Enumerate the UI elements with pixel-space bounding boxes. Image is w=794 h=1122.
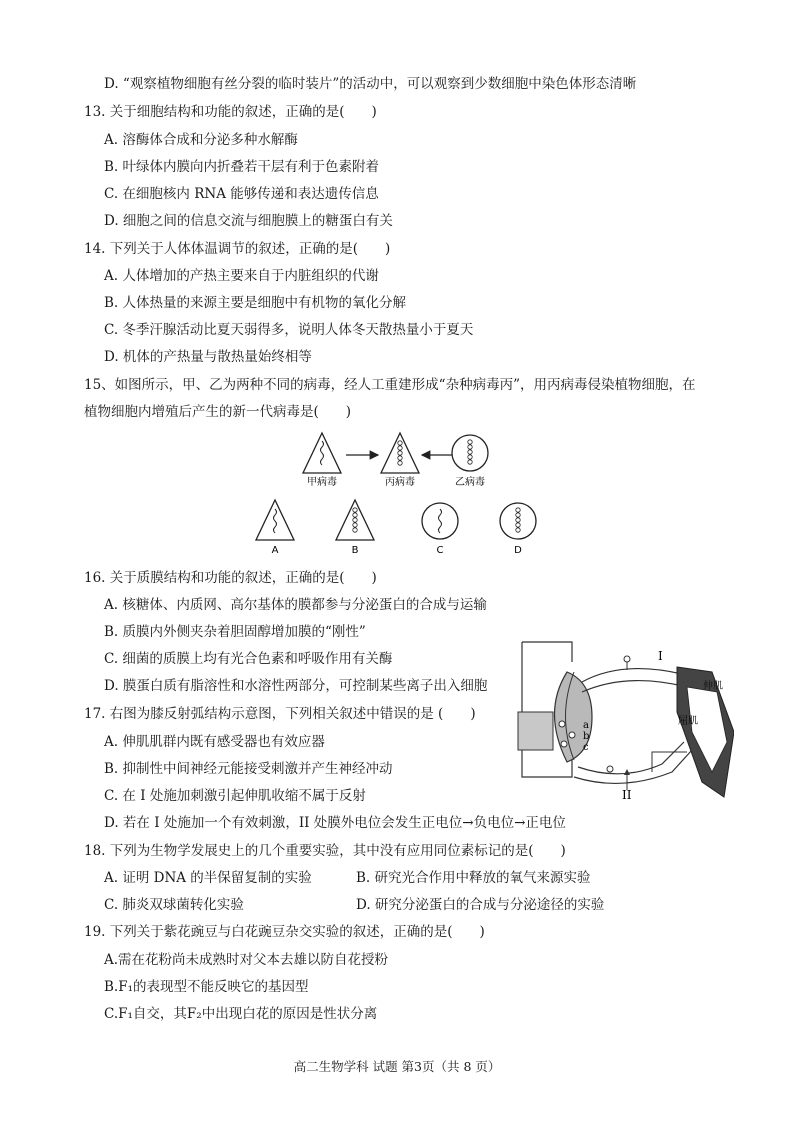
q15-stem-line1: 15、如图所示，甲、乙为两种不同的病毒，经人工重建形成“杂种病毒丙”，用丙病毒侵染植物细胞，在 xyxy=(84,377,696,393)
choice-d-label: D xyxy=(514,545,522,556)
choice-c-icon xyxy=(422,503,458,539)
q19-option-a: A.需在花粉尚未成熟时对父本去雄以防自花授粉 xyxy=(104,952,389,968)
q16-stem: 16. 关于质膜结构和功能的叙述，正确的是( ) xyxy=(84,570,377,586)
q17-option-a: A. 伸肌肌群内既有感受器也有效应器 xyxy=(104,734,325,750)
q17-option-c: C. 在 I 处施加刺激引起伸肌收缩不属于反射 xyxy=(104,788,366,804)
q18-option-c: C. 肺炎双球菌转化实验 xyxy=(104,897,244,913)
q13-option-b: B. 叶绿体内膜向内折叠若干层有利于色素附着 xyxy=(104,159,380,175)
label-I: I xyxy=(658,649,663,663)
q18-option-a: A. 证明 DNA 的半保留复制的实验 xyxy=(104,870,312,886)
label-II: II xyxy=(622,788,632,800)
choice-a-icon xyxy=(256,500,294,540)
choice-b-label: B xyxy=(351,545,359,556)
q17-option-d: D. 若在 I 处施加一个有效刺激，II 处膜外电位会发生正电位→负电位→正电位 xyxy=(104,815,566,831)
q14-option-d: D. 机体的产热量与散热量始终相等 xyxy=(104,349,312,365)
q18-stem: 18. 下列为生物学发展史上的几个重要实验，其中没有应用同位素标记的是( ) xyxy=(84,843,566,859)
q16-option-b: B. 质膜内外侧夹杂着胆固醇增加膜的“刚性” xyxy=(104,624,366,640)
reflex-arc-figure xyxy=(512,632,734,800)
q14-option-b: B. 人体热量的来源主要是细胞中有机物的氧化分解 xyxy=(104,295,407,311)
virus-bing-label: 丙病毒 xyxy=(385,477,415,488)
label-a: a xyxy=(583,720,589,731)
q18-option-b: B. 研究光合作用中释放的氧气来源实验 xyxy=(356,870,591,886)
q13-stem: 13. 关于细胞结构和功能的叙述，正确的是( ) xyxy=(84,104,377,120)
virus-figure xyxy=(250,425,550,560)
q17-option-b: B. 抑制性中间神经元能接受刺激并产生神经冲动 xyxy=(104,761,393,777)
q16-option-a: A. 核糖体、内质网、高尔基体的膜都参与分泌蛋白的合成与运输 xyxy=(104,597,487,613)
q14-stem: 14. 下列关于人体体温调节的叙述，正确的是( ) xyxy=(84,241,391,257)
q19-stem: 19. 下列关于紫花豌豆与白花豌豆杂交实验的叙述，正确的是( ) xyxy=(84,924,485,940)
q13-option-a: A. 溶酶体合成和分泌多种水解酶 xyxy=(104,132,298,148)
q13-option-c: C. 在细胞核内 RNA 能够传递和表达遗传信息 xyxy=(104,186,379,202)
q19-option-c: C.F₁自交，其F₂中出现白花的原因是性状分离 xyxy=(104,1006,378,1022)
q14-option-a: A. 人体增加的产热主要来自于内脏组织的代谢 xyxy=(104,268,379,284)
spinal-grey-matter xyxy=(518,712,553,750)
virus-bing-icon xyxy=(381,433,419,473)
label-extensor: 伸肌 xyxy=(703,681,723,692)
label-b: b xyxy=(583,731,590,742)
q16-option-c: C. 细菌的质膜上均有光合色素和呼吸作用有关酶 xyxy=(104,651,393,667)
choice-a-label: A xyxy=(271,545,279,556)
q13-option-d: D. 细胞之间的信息交流与细胞膜上的糖蛋白有关 xyxy=(104,213,393,229)
q19-option-b: B.F₁的表现型不能反映它的基因型 xyxy=(104,979,309,995)
page-footer: 高二生物学科 试题 第3页（共 8 页） xyxy=(293,1059,501,1074)
virus-yi-label: 乙病毒 xyxy=(455,477,485,488)
q14-option-c: C. 冬季汗腺活动比夏天弱得多，说明人体冬天散热量小于夏天 xyxy=(104,322,474,338)
label-flexor: 屈肌 xyxy=(678,716,698,727)
virus-jia-icon xyxy=(303,433,341,473)
q12-option-d: D. “观察植物细胞有丝分裂的临时装片”的活动中，可以观察到少数细胞中染色体形态清晰 xyxy=(104,76,637,92)
q15-stem-line2: 植物细胞内增殖后产生的新一代病毒是( ) xyxy=(84,404,352,420)
label-c: c xyxy=(583,742,589,753)
virus-yi-icon xyxy=(452,435,488,471)
q16-option-d: D. 膜蛋白质有脂溶性和水溶性两部分，可控制某些离子出入细胞 xyxy=(104,678,488,694)
choice-b-icon xyxy=(336,500,374,540)
q18-option-d: D. 研究分泌蛋白的合成与分泌途径的实验 xyxy=(356,897,605,913)
virus-jia-label: 甲病毒 xyxy=(307,477,337,488)
choice-c-label: C xyxy=(436,545,444,556)
choice-d-icon xyxy=(500,503,536,539)
q17-stem: 17. 右图为膝反射弧结构示意图，下列相关叙述中错误的是 ( ) xyxy=(84,706,476,722)
